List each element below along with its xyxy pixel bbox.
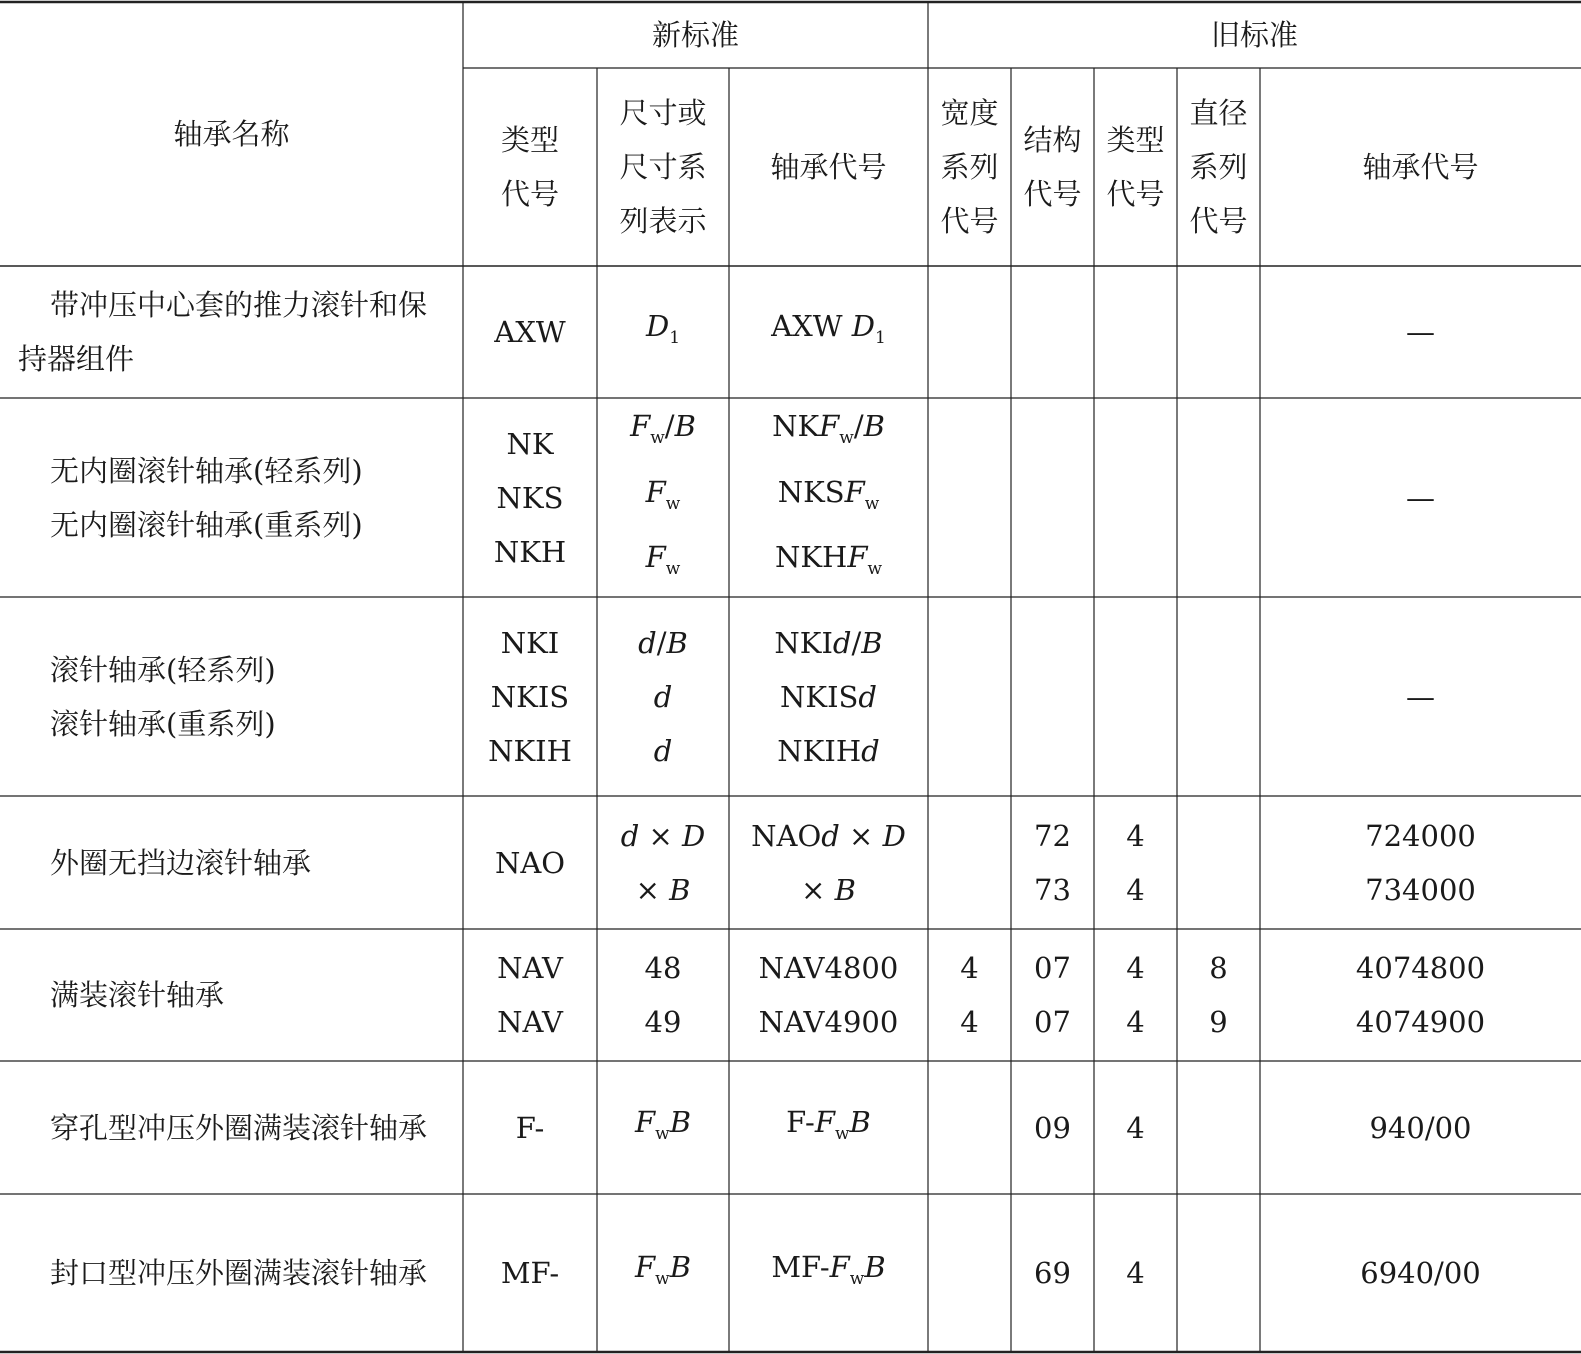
type-value: NK xyxy=(506,426,554,461)
ocode-cell xyxy=(1260,796,1581,929)
type-value: NAO xyxy=(494,845,566,880)
size-cell xyxy=(597,398,729,597)
dia-cell xyxy=(1177,1194,1260,1352)
size-value: × B xyxy=(635,872,691,907)
header-new-size xyxy=(597,68,729,266)
header-line: 类型 xyxy=(500,123,559,157)
otype-cell xyxy=(1094,398,1177,597)
header-line: 列表示 xyxy=(619,204,707,238)
type-cell xyxy=(463,597,597,796)
type-cell xyxy=(463,1194,597,1352)
otype-cell xyxy=(1094,597,1177,796)
size-cell xyxy=(597,1061,729,1194)
bearing-name-line: 无内圈滚针轴承(轻系列) xyxy=(50,453,363,488)
width-cell xyxy=(928,1061,1011,1194)
header-new-code xyxy=(729,68,928,266)
struct-value: 69 xyxy=(1034,1256,1071,1290)
code-value: × B xyxy=(801,872,856,907)
size-value: d × D xyxy=(620,818,706,853)
header-old-code xyxy=(1260,68,1581,266)
bearing-name-line: 滚针轴承(轻系列) xyxy=(50,652,276,687)
otype-value: 4 xyxy=(1126,1256,1145,1290)
code-value: NKId/B xyxy=(774,625,883,660)
code-value: $F-F_wB$ xyxy=(786,1104,871,1144)
type-cell xyxy=(463,1061,597,1194)
code-value: NKISd xyxy=(780,679,877,714)
ocode-value: 4074900 xyxy=(1355,1005,1486,1039)
width-value: 4 xyxy=(960,951,979,985)
dia-cell xyxy=(1177,266,1260,398)
header-line: 代号 xyxy=(500,177,559,211)
struct-cell xyxy=(1011,266,1094,398)
size-value: d xyxy=(653,679,673,714)
otype-cell xyxy=(1094,796,1177,929)
header-line: 结构 xyxy=(1023,123,1082,157)
bearing-name-cell xyxy=(0,597,463,796)
struct-cell xyxy=(1011,597,1094,796)
type-cell xyxy=(463,796,597,929)
struct-value: 09 xyxy=(1034,1110,1071,1145)
size-value: $F_w$ xyxy=(645,474,681,514)
dia-cell xyxy=(1177,1061,1260,1194)
dia-value: 9 xyxy=(1209,1005,1228,1039)
struct-value: 72 xyxy=(1034,818,1071,853)
bearing-name: 带冲压中心套的推力滚针和保持器组件 xyxy=(18,288,428,376)
bearing-name-cell xyxy=(0,398,463,597)
width-cell xyxy=(928,1194,1011,1352)
size-cell xyxy=(597,929,729,1061)
type-value: NKI xyxy=(500,625,560,660)
type-value: NKIH xyxy=(488,733,572,768)
header-old-struct xyxy=(1011,68,1094,266)
otype-value: 4 xyxy=(1126,951,1145,985)
header-old-code-text: 轴承代号 xyxy=(1362,150,1479,184)
type-value: F- xyxy=(515,1110,545,1145)
code-cell xyxy=(729,796,928,929)
dia-cell xyxy=(1177,796,1260,929)
code-cell xyxy=(729,597,928,796)
bearing-name-cell xyxy=(0,1194,463,1352)
struct-cell xyxy=(1011,796,1094,929)
ocode-cell xyxy=(1260,1194,1581,1352)
header-line: 代号 xyxy=(940,204,999,238)
header-line: 类型 xyxy=(1106,123,1165,157)
header-line: 代号 xyxy=(1023,177,1082,211)
code-value: $NKF_w/B$ xyxy=(772,408,885,448)
code-cell xyxy=(729,398,928,597)
type-value: NKIS xyxy=(490,679,570,714)
size-value: 49 xyxy=(644,1005,682,1039)
header-new-type-code xyxy=(463,68,597,266)
header-new-code-text: 轴承代号 xyxy=(770,150,887,184)
header-line: 直径 xyxy=(1189,96,1248,130)
header-old-standard xyxy=(928,2,1581,68)
otype-value: 4 xyxy=(1126,1005,1145,1039)
otype-value: 4 xyxy=(1126,1110,1145,1145)
code-cell xyxy=(729,929,928,1061)
type-cell xyxy=(463,266,597,398)
code-value: AXW $D_1$ xyxy=(771,309,886,348)
size-cell xyxy=(597,796,729,929)
bearing-name-cell xyxy=(0,266,463,398)
ocode-cell xyxy=(1260,1061,1581,1194)
size-value: $F_wB$ xyxy=(635,1104,691,1144)
size-value: $D_1$ xyxy=(645,309,681,348)
struct-cell xyxy=(1011,1061,1094,1194)
ocode-cell xyxy=(1260,597,1581,796)
bearing-name-line: 外圈无挡边滚针轴承 xyxy=(50,845,312,880)
ocode-value: — xyxy=(1406,315,1435,349)
header-line: 尺寸或 xyxy=(619,96,707,130)
code-value: NAV4800 xyxy=(758,951,899,985)
width-value: 4 xyxy=(960,1005,979,1039)
header-new-standard xyxy=(463,2,928,68)
header-bearing-name xyxy=(0,2,463,266)
code-cell xyxy=(729,266,928,398)
bearing-name-line: 滚针轴承(重系列) xyxy=(50,706,276,741)
header-old-standard-text: 旧标准 xyxy=(1210,18,1298,52)
code-cell xyxy=(729,1061,928,1194)
header-line: 系列 xyxy=(940,150,999,184)
bearing-name: 封口型冲压外圈满装滚针轴承 xyxy=(50,1256,428,1290)
type-value: MF- xyxy=(500,1256,560,1290)
ocode-cell xyxy=(1260,929,1581,1061)
code-value: NAV4900 xyxy=(758,1005,899,1039)
struct-value: 07 xyxy=(1034,951,1071,985)
size-value: $F_w$ xyxy=(645,540,681,580)
width-cell xyxy=(928,597,1011,796)
size-value: $F_w/B$ xyxy=(630,408,696,448)
ocode-value: 4074800 xyxy=(1355,951,1486,985)
struct-cell xyxy=(1011,929,1094,1061)
header-line: 尺寸系 xyxy=(619,150,707,184)
size-value: 48 xyxy=(644,951,682,985)
width-cell xyxy=(928,398,1011,597)
otype-value: 4 xyxy=(1126,818,1145,853)
type-value: NKS xyxy=(496,480,564,515)
code-value: $NKHF_w$ xyxy=(774,540,882,580)
ocode-value: 724000 xyxy=(1365,818,1476,853)
size-value: d/B xyxy=(638,625,688,660)
header-old-type xyxy=(1094,68,1177,266)
ocode-value: — xyxy=(1406,480,1435,515)
ocode-value: 734000 xyxy=(1365,872,1476,907)
code-value: NKIHd xyxy=(777,733,880,768)
struct-cell xyxy=(1011,398,1094,597)
code-value: $MF-F_wB$ xyxy=(771,1250,886,1289)
dia-cell xyxy=(1177,929,1260,1061)
code-value: NAOd × D xyxy=(751,818,906,853)
otype-value: 4 xyxy=(1126,872,1145,907)
struct-value: 73 xyxy=(1034,872,1071,907)
size-value: d xyxy=(653,733,673,768)
bearing-name: 穿孔型冲压外圈满装滚针轴承 xyxy=(50,1110,428,1145)
otype-cell xyxy=(1094,266,1177,398)
size-cell xyxy=(597,597,729,796)
otype-cell xyxy=(1094,929,1177,1061)
type-cell xyxy=(463,398,597,597)
bearing-name-line: 满装滚针轴承 xyxy=(50,978,225,1012)
struct-cell xyxy=(1011,1194,1094,1352)
size-cell xyxy=(597,1194,729,1352)
header-line: 代号 xyxy=(1106,177,1165,211)
dia-cell xyxy=(1177,398,1260,597)
header-new-standard-text: 新标准 xyxy=(651,18,739,52)
ocode-cell xyxy=(1260,398,1581,597)
struct-value: 07 xyxy=(1034,1005,1071,1039)
bearing-name-line: 无内圈滚针轴承(重系列) xyxy=(50,507,363,542)
header-old-width xyxy=(928,68,1011,266)
ocode-value: — xyxy=(1406,679,1435,714)
type-value: NAV xyxy=(497,1005,563,1039)
size-value: $F_wB$ xyxy=(635,1250,691,1289)
header-bearing-name-text: 轴承名称 xyxy=(173,117,290,151)
type-value: NAV xyxy=(497,951,563,985)
width-cell xyxy=(928,266,1011,398)
bearing-name-cell xyxy=(0,929,463,1061)
width-cell xyxy=(928,796,1011,929)
header-old-diameter xyxy=(1177,68,1260,266)
ocode-value: 940/00 xyxy=(1369,1110,1472,1145)
type-cell xyxy=(463,929,597,1061)
width-cell xyxy=(928,929,1011,1061)
ocode-cell xyxy=(1260,266,1581,398)
header-line: 系列 xyxy=(1189,150,1248,184)
bearing-name-cell xyxy=(0,1061,463,1194)
type-value: AXW xyxy=(494,315,566,349)
ocode-value: 6940/00 xyxy=(1360,1256,1481,1290)
code-cell xyxy=(729,1194,928,1352)
code-value: $NKSF_w$ xyxy=(777,474,880,514)
otype-cell xyxy=(1094,1194,1177,1352)
dia-cell xyxy=(1177,597,1260,796)
type-value: NKH xyxy=(493,534,567,569)
otype-cell xyxy=(1094,1061,1177,1194)
bearing-name-cell xyxy=(0,796,463,929)
header-line: 代号 xyxy=(1189,204,1248,238)
size-cell xyxy=(597,266,729,398)
dia-value: 8 xyxy=(1209,951,1228,985)
header-line: 宽度 xyxy=(940,96,999,130)
